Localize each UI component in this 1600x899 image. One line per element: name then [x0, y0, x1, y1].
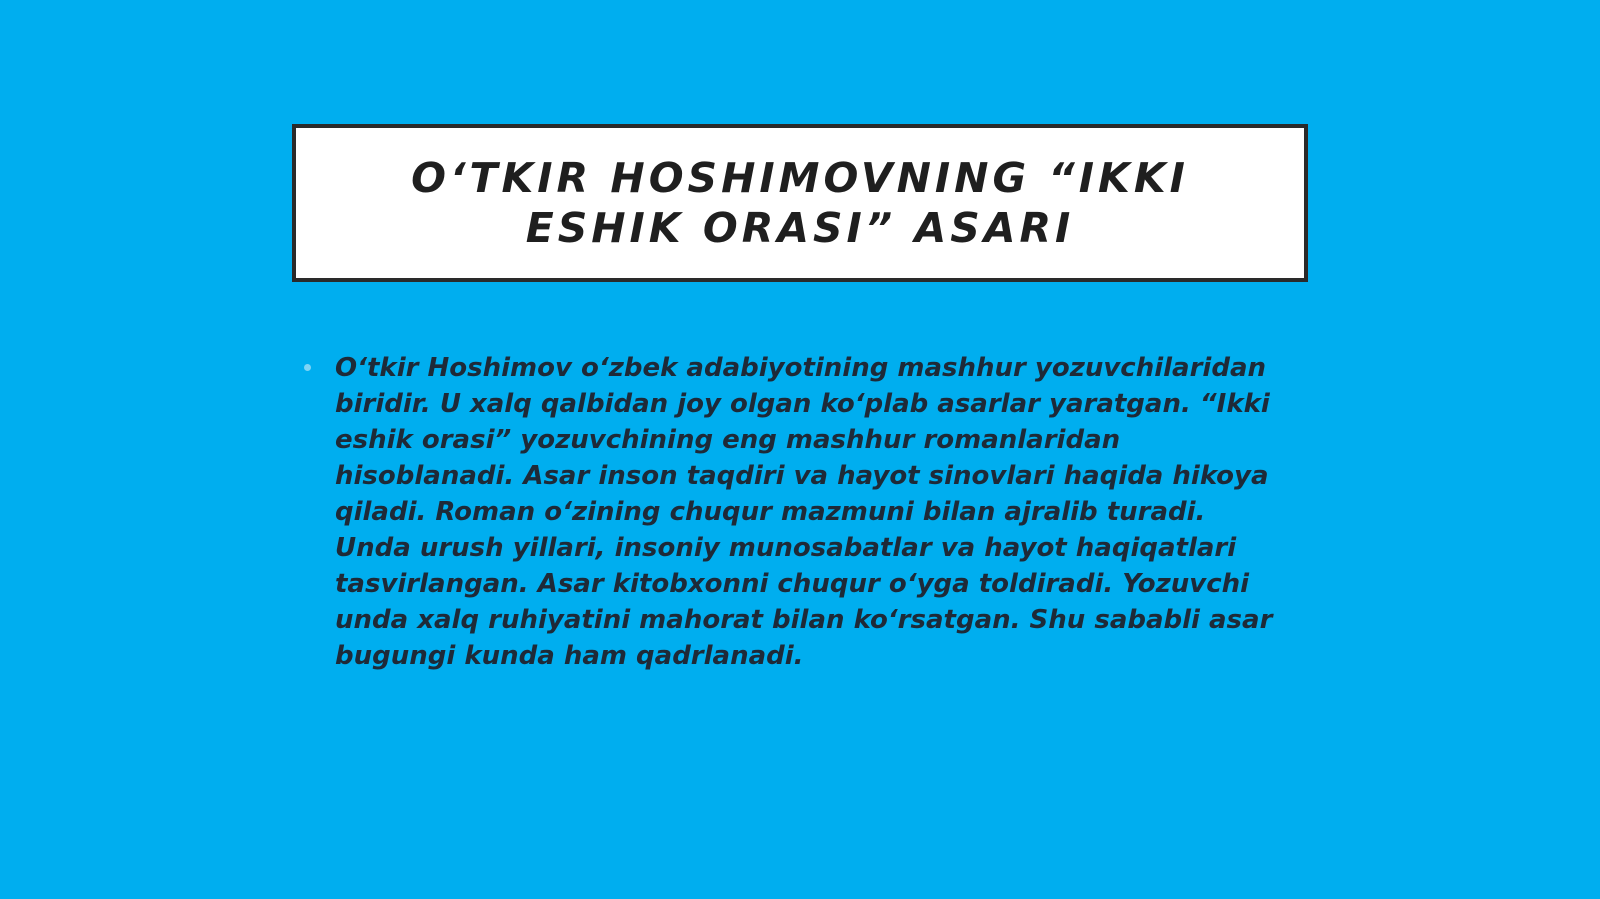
title-box	[292, 124, 1308, 282]
content-area	[304, 350, 1284, 674]
slide-title: O‘TKIR HOSHIMOVNING “IKKI ESHIK ORASI” ASARI	[411, 154, 1189, 252]
bullet-text: O‘tkir Hoshimov o‘zbek adabiyotining mashhur yozuvchilaridan biridir. U xalq qalbidan joy olgan ko‘plab asarlar yaratgan. “Ikki eshik orasi” yozuvchining eng mashhur romanlaridan hisoblanadi. Asar inson taqdiri va hayot sinovlari haqida hikoya qiladi. Roman o‘zining chuqur mazmuni bilan ajralib turadi. Unda urush yillari, insoniy munosabatlar va hayot haqiqatlari tasvirlangan. Asar kitobxonni chuqur o‘yga toldiradi. Yozuvchi unda xalq ruhiyatini mahorat bilan ko‘rsatgan. Shu sababli asar bugungi kunda ham qadrlanadi.	[335, 353, 1273, 671]
bullet-dot-icon	[304, 364, 311, 371]
bullet-item	[304, 350, 1284, 674]
